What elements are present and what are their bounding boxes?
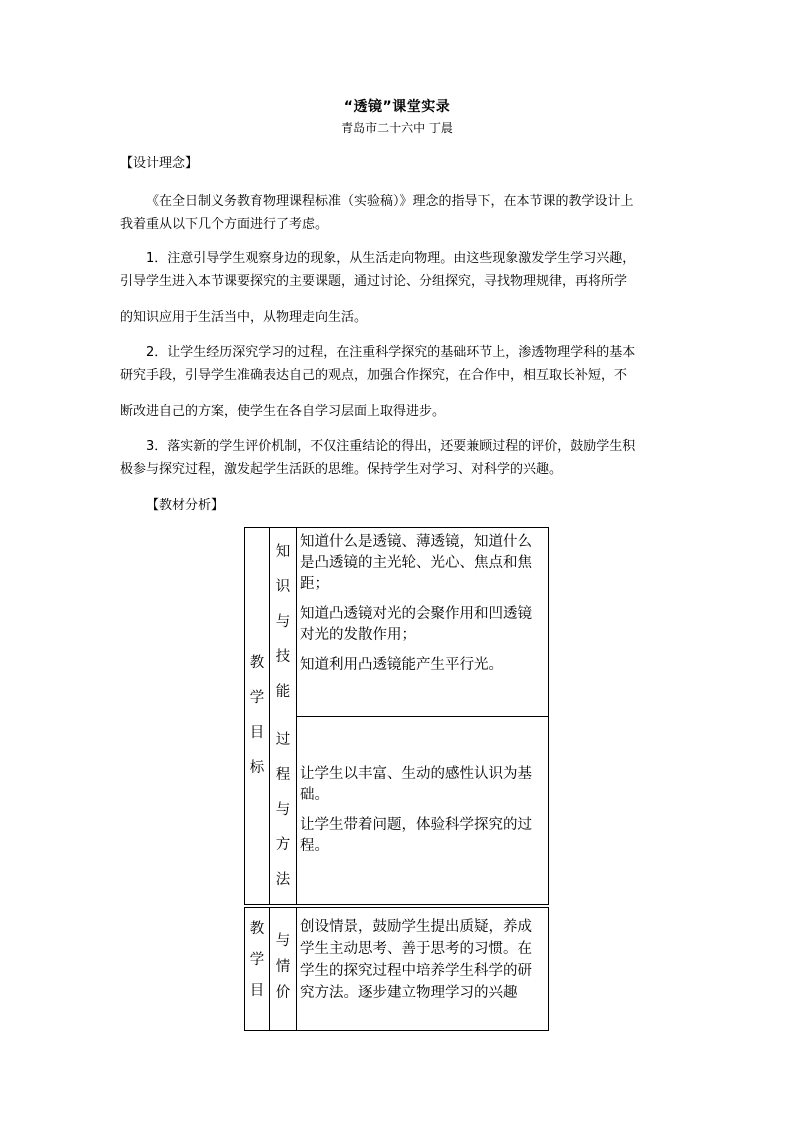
- point2-line: 研究手段，引导学生准确表达自己的观点，加强合作探究，在合作中，相互取长补短，不: [120, 368, 628, 383]
- point1-line: 的知识应用于生活当中，从物理走向生活。: [120, 310, 368, 325]
- point2-line: 断改进自己的方案，使学生在各自学习层面上取得进步。: [120, 404, 446, 419]
- page-title: “透镜”课堂实录: [343, 99, 451, 115]
- label-char: 情: [275, 959, 291, 975]
- emotion-label-cell: [270, 908, 297, 1031]
- emotion-content-cell: [297, 908, 549, 1031]
- label-char: 价: [275, 985, 291, 1001]
- label-char: 教: [249, 655, 265, 671]
- label-char: 与: [275, 933, 291, 949]
- intro-line: 我着重从以下几个方面进行了考虑。: [120, 217, 329, 232]
- point2-line: 2．让学生经历深究学习的过程，在注重科学探究的基础环节上，渗透物理学科的基本: [146, 345, 636, 360]
- label-char: 标: [249, 760, 265, 776]
- label-char: 与: [275, 801, 291, 818]
- label-char: 过: [275, 731, 291, 748]
- analysis-heading: 【教材分析】: [146, 498, 225, 513]
- emotion-text: 创设情景，鼓励学生提出质疑，养成学生主动思考、善于思考的习惯。在学生的探究过程中培养学生科学的研究方法。逐步建立物理学习的兴趣: [300, 919, 532, 1001]
- table-row: [245, 908, 549, 1031]
- label-char: 与: [275, 613, 291, 630]
- process-label-cell: [270, 716, 297, 905]
- label-char: 方: [275, 836, 291, 853]
- label-char: 知: [275, 543, 291, 560]
- knowledge-label-cell: [270, 528, 297, 717]
- label-char: 技: [275, 648, 291, 665]
- knowledge-item: 知道利用凸透镜能产生平行光。: [300, 657, 503, 673]
- label-char: 能: [275, 683, 291, 700]
- table-row: [245, 716, 549, 905]
- goals-label-cell: [245, 528, 270, 905]
- point1-line: 引导学生进入本节课要探究的主要课题，通过讨论、分组探究，寻找物理规律，再将所学: [120, 274, 628, 289]
- process-item: 让学生以丰富、生动的感性认识为基础。: [300, 765, 532, 803]
- point3-line: 3．落实新的学生评价机制，不仅注重结论的得出，还要兼顾过程的评价，鼓励学生积: [146, 439, 636, 454]
- teaching-goals-table-continued: [244, 907, 549, 1031]
- teaching-goals-table: [244, 527, 549, 905]
- label-char: 学: [249, 952, 265, 968]
- point3-line: 极参与探究过程，激发起学生活跃的思维。保持学生对学习、对科学的兴趣。: [120, 462, 563, 477]
- knowledge-item: 知道什么是透镜、薄透镜，知道什么是凸透镜的主光轮、光心、焦点和焦距；: [300, 534, 532, 592]
- label-char: 法: [275, 871, 291, 888]
- design-heading: 【设计理念】: [120, 156, 199, 171]
- label-char: 教: [249, 921, 265, 937]
- intro-line: 《在全日制义务教育物理课程标准（实验稿）》理念的指导下，在本节课的教学设计上: [146, 194, 634, 209]
- point1-line: 1．注意引导学生观察身边的现象，从生活走向物理。由这些现象激发学生学习兴趣，: [146, 251, 636, 266]
- label-char: 程: [275, 766, 291, 783]
- author-line: 青岛市二十六中 丁晨: [341, 121, 453, 135]
- label-char: 目: [249, 725, 265, 741]
- table-row: [245, 528, 549, 717]
- goals-label-cell: [245, 908, 270, 1031]
- knowledge-content-cell: [297, 528, 549, 717]
- label-char: 识: [275, 578, 291, 595]
- process-content-cell: [297, 716, 549, 905]
- knowledge-item: 知道凸透镜对光的会聚作用和凹透镜对光的发散作用；: [300, 606, 532, 643]
- label-char: 目: [249, 983, 265, 999]
- label-char: 学: [249, 690, 265, 706]
- process-item: 让学生带着问题，体验科学探究的过程。: [300, 816, 532, 854]
